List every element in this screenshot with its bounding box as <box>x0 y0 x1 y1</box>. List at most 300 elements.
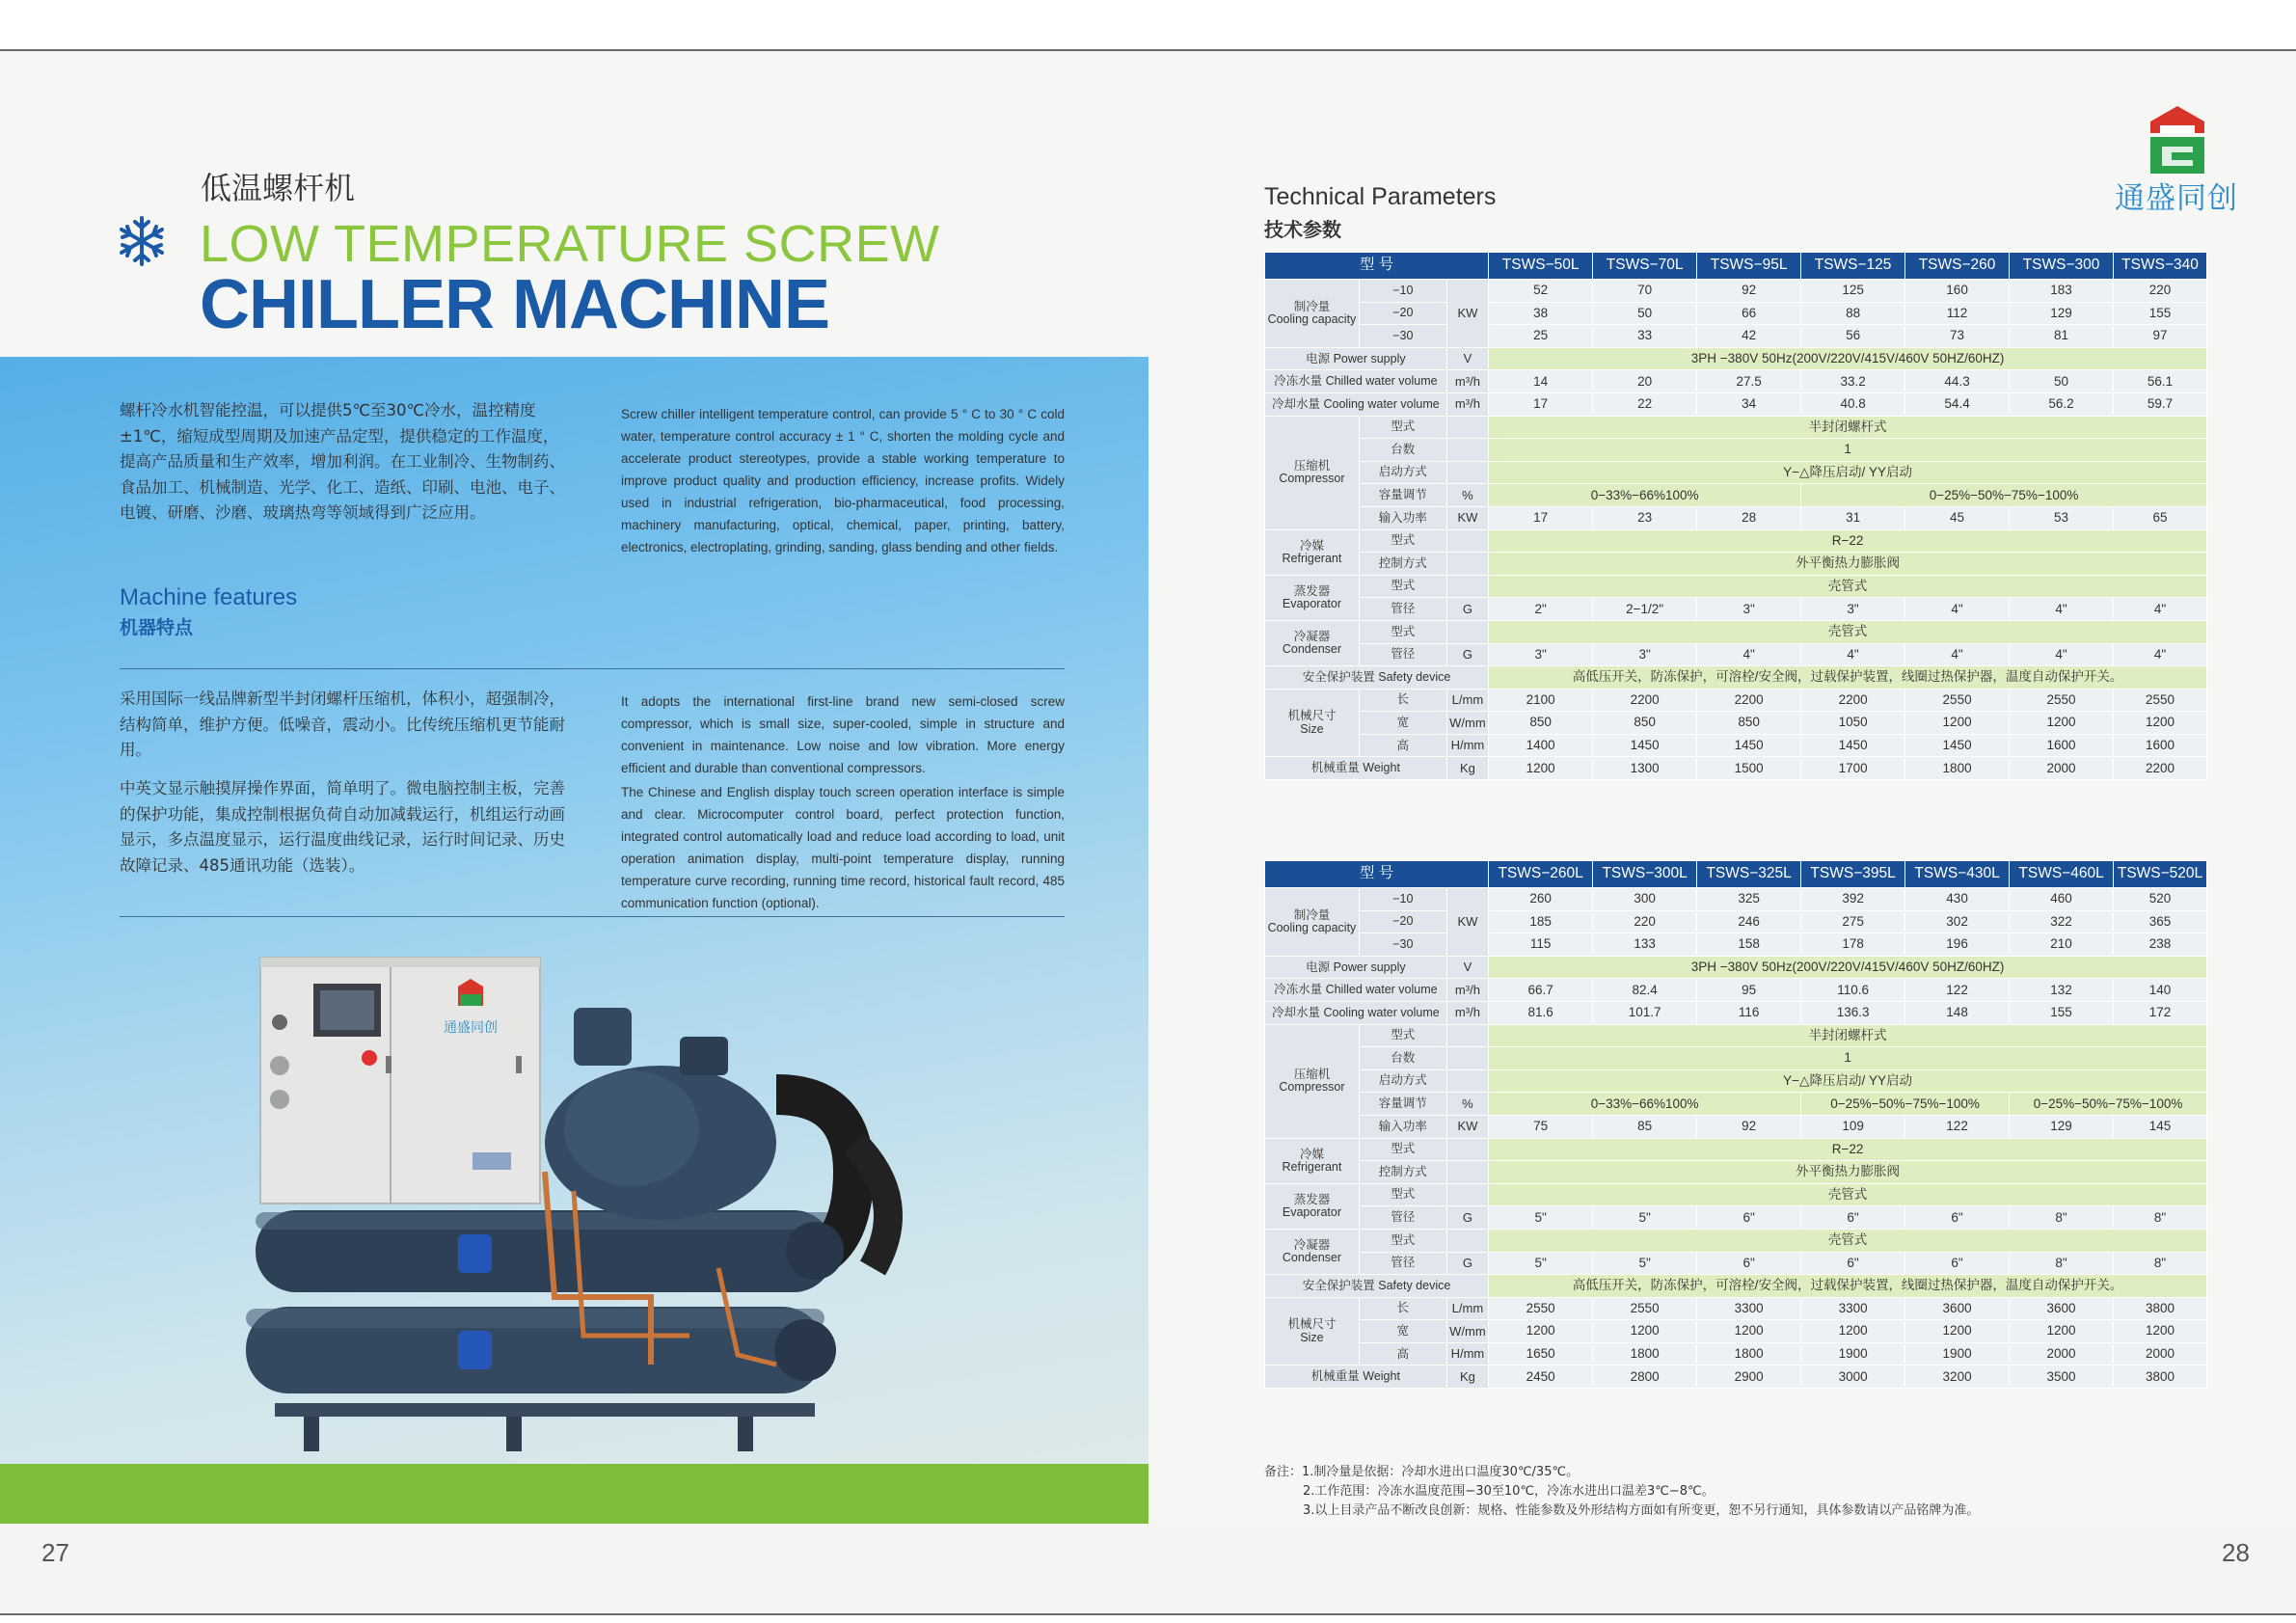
value-cell: 22 <box>1593 392 1697 416</box>
value-cell: 3" <box>1593 643 1697 666</box>
condenser-label: 冷凝器 Condenser <box>1265 1229 1360 1274</box>
value-cell: 1200 <box>1801 1320 1905 1343</box>
feature1-en: It adopts the international first-line brand new semi-closed screw compressor, which is small size, super-cooled, simple in structure and convenient in maintenance. Low noise and low vibration. More energy efficient and durable than conventional compressors. <box>621 694 1065 775</box>
value-cell: 136.3 <box>1801 1001 1905 1024</box>
table-row <box>1265 280 2207 303</box>
table-row <box>1265 553 2207 576</box>
value-cell: 3" <box>1697 598 1801 621</box>
value-cell: 28 <box>1697 506 1801 529</box>
unit-cell <box>1446 1183 1488 1206</box>
footnote-2: 2.工作范围：冷冻水温度范围−30至10℃，冷冻水进出口温差3℃−8℃。 <box>1303 1484 1715 1499</box>
table-row <box>1265 933 2207 957</box>
sub-label: 管径 <box>1359 643 1446 666</box>
refrigerant-label: 冷媒 Refrigerant <box>1265 1138 1360 1183</box>
value-cell: 158 <box>1697 933 1801 957</box>
divider-top <box>120 668 1065 669</box>
power-supply-label: 电源 Power supply <box>1265 956 1447 979</box>
unit-cell <box>1446 575 1488 598</box>
span-value: 0−25%−50%−75%−100% <box>1801 484 2207 507</box>
snowflake-icon <box>118 214 166 268</box>
unit-cell: H/mm <box>1446 734 1488 757</box>
value-cell: 325 <box>1697 888 1801 911</box>
span-value: 1 <box>1489 439 2207 462</box>
value-cell: 6" <box>1905 1206 2010 1230</box>
value-cell: 8" <box>2114 1206 2207 1230</box>
value-cell: 8" <box>2010 1252 2114 1275</box>
value-cell: 8" <box>2114 1252 2207 1275</box>
value-cell: 1200 <box>1593 1320 1697 1343</box>
span-value: R−22 <box>1489 529 2207 553</box>
tech-params-heading-cn: 技术参数 <box>1264 218 1341 241</box>
value-cell: 17 <box>1489 506 1593 529</box>
value-cell: 56 <box>1801 325 1905 348</box>
value-cell: 116 <box>1697 1001 1801 1024</box>
span-value: 壳管式 <box>1489 1183 2207 1206</box>
value-cell: 25 <box>1489 325 1593 348</box>
table-row <box>1265 689 2207 712</box>
value-cell: 53 <box>2010 506 2114 529</box>
unit-cell <box>1446 1229 1488 1252</box>
value-cell: 220 <box>2114 280 2207 303</box>
value-cell: 2900 <box>1697 1366 1801 1389</box>
value-cell: 300 <box>1593 888 1697 911</box>
value-cell: 110.6 <box>1801 979 1905 1002</box>
value-cell: 1800 <box>1697 1342 1801 1366</box>
value-cell: 1200 <box>1905 712 2010 735</box>
model-cell: TSWS−125 <box>1801 253 1905 280</box>
value-cell: 65 <box>2114 506 2207 529</box>
sub-label: 型式 <box>1359 575 1446 598</box>
value-cell: 50 <box>1593 302 1697 325</box>
sub-label: 管径 <box>1359 598 1446 621</box>
model-cell: TSWS−325L <box>1697 861 1801 888</box>
span-value: Y−△降压启动/ YY启动 <box>1489 461 2207 484</box>
value-cell: 5" <box>1593 1252 1697 1275</box>
value-cell: 3800 <box>2114 1297 2207 1320</box>
model-cell: TSWS−300 <box>2010 253 2114 280</box>
unit-cell: G <box>1446 643 1488 666</box>
sub-label: 启动方式 <box>1359 461 1446 484</box>
value-cell: 183 <box>2010 280 2114 303</box>
table-row <box>1265 1342 2207 1366</box>
unit-cell: L/mm <box>1446 1297 1488 1320</box>
value-cell: 23 <box>1593 506 1697 529</box>
table-row <box>1265 370 2207 393</box>
value-cell: 850 <box>1697 712 1801 735</box>
spec-table-2 <box>1264 860 2207 1389</box>
value-cell: 4" <box>2010 598 2114 621</box>
feature2-en: The Chinese and English display touch screen operation interface is simple and clear. Microcomputer control board, perfect protection function, integrated control automatically load and reduce load according to load, unit operation animation display, multi-point temperature display, running temperature curve recording, running time record, historical fault record, 485 communication function (optional). <box>621 785 1065 910</box>
tech-params-heading-en: Technical Parameters <box>1264 183 1497 210</box>
machine-logo-text: 通盛同创 <box>444 1020 498 1036</box>
value-cell: 1800 <box>1593 1342 1697 1366</box>
value-cell: 4" <box>1905 598 2010 621</box>
unit-cell: KW <box>1446 280 1488 348</box>
value-cell: 85 <box>1593 1115 1697 1138</box>
value-cell: 3300 <box>1697 1297 1801 1320</box>
table-row <box>1265 1320 2207 1343</box>
value-cell: 27.5 <box>1697 370 1801 393</box>
sub-label: 长 <box>1359 1297 1446 1320</box>
value-cell: 122 <box>1905 1115 2010 1138</box>
unit-cell <box>1446 1024 1488 1047</box>
sub-label: 型式 <box>1359 529 1446 553</box>
sub-label: 长 <box>1359 689 1446 712</box>
value-cell: 6" <box>1697 1252 1801 1275</box>
value-cell: 850 <box>1593 712 1697 735</box>
model-cell: TSWS−260L <box>1489 861 1593 888</box>
value-cell: 2200 <box>1801 689 1905 712</box>
unit-cell: G <box>1446 1252 1488 1275</box>
sub-label: 管径 <box>1359 1206 1446 1230</box>
model-cell: TSWS−430L <box>1905 861 2010 888</box>
table-row <box>1265 439 2207 462</box>
value-cell: 97 <box>2114 325 2207 348</box>
value-cell: 1200 <box>1905 1320 2010 1343</box>
features-heading-cn: 机器特点 <box>120 617 194 638</box>
span-value: 0−33%−66%100% <box>1489 1093 1801 1116</box>
value-cell: 4" <box>2114 598 2207 621</box>
unit-cell <box>1446 1069 1488 1093</box>
span-value: 外平衡热力膨胀阀 <box>1489 1161 2207 1184</box>
value-cell: 1400 <box>1489 734 1593 757</box>
value-cell: 50 <box>2010 370 2114 393</box>
unit-cell <box>1446 461 1488 484</box>
value-cell: 4" <box>2114 643 2207 666</box>
footnote-1: 备注：1.制冷量是依据：冷却水进出口温度30℃/35℃。 <box>1264 1465 1580 1479</box>
table-row <box>1265 1229 2207 1252</box>
chiller-machine-illustration <box>236 950 940 1456</box>
sub-label: 控制方式 <box>1359 553 1446 576</box>
page-number-left: 27 <box>41 1538 69 1567</box>
temp-label: −20 <box>1359 910 1446 933</box>
value-cell: 3000 <box>1801 1366 1905 1389</box>
value-cell: 20 <box>1593 370 1697 393</box>
sub-label: 型式 <box>1359 1024 1446 1047</box>
value-cell: 210 <box>2010 933 2114 957</box>
model-cell: TSWS−260 <box>1905 253 2010 280</box>
value-cell: 54.4 <box>1905 392 2010 416</box>
value-cell: 1500 <box>1697 757 1801 780</box>
value-cell: 1600 <box>2114 734 2207 757</box>
value-cell: 2100 <box>1489 689 1593 712</box>
table-row <box>1265 666 2207 690</box>
sub-label: 型式 <box>1359 1138 1446 1161</box>
value-cell: 2200 <box>2114 757 2207 780</box>
value-cell: 1200 <box>1489 757 1593 780</box>
model-cell: TSWS−95L <box>1697 253 1801 280</box>
value-cell: 5" <box>1489 1252 1593 1275</box>
power-supply-value: 3PH −380V 50Hz(200V/220V/415V/460V 50HZ/60HZ) <box>1489 347 2207 370</box>
unit-cell: KW <box>1446 888 1488 957</box>
value-cell: 2−1/2" <box>1593 598 1697 621</box>
value-cell: 14 <box>1489 370 1593 393</box>
value-cell: 133 <box>1593 933 1697 957</box>
table-row <box>1265 1366 2207 1389</box>
value-cell: 115 <box>1489 933 1593 957</box>
value-cell: 6" <box>1801 1252 1905 1275</box>
compressor-label: 压缩机 Compressor <box>1265 1024 1360 1138</box>
cooling-water-label: 冷却水量 Cooling water volume <box>1265 392 1447 416</box>
value-cell: 140 <box>2114 979 2207 1002</box>
value-cell: 392 <box>1801 888 1905 911</box>
table-row <box>1265 1275 2207 1298</box>
value-cell: 81.6 <box>1489 1001 1593 1024</box>
value-cell: 1800 <box>1905 757 2010 780</box>
weight-label: 机械重量 Weight <box>1265 757 1447 780</box>
table-row <box>1265 1161 2207 1184</box>
span-value: 0−25%−50%−75%−100% <box>2010 1093 2207 1116</box>
sub-label: 启动方式 <box>1359 1069 1446 1093</box>
sub-label: 台数 <box>1359 1047 1446 1070</box>
table-row <box>1265 734 2207 757</box>
value-cell: 2550 <box>1489 1297 1593 1320</box>
value-cell: 3800 <box>2114 1366 2207 1389</box>
value-cell: 160 <box>1905 280 2010 303</box>
value-cell: 92 <box>1697 1115 1801 1138</box>
divider-bottom <box>120 916 1065 917</box>
sub-label: 输入功率 <box>1359 506 1446 529</box>
table-row <box>1265 575 2207 598</box>
value-cell: 1450 <box>1905 734 2010 757</box>
value-cell: 322 <box>2010 910 2114 933</box>
value-cell: 2800 <box>1593 1366 1697 1389</box>
chilled-water-label: 冷冻水量 Chilled water volume <box>1265 979 1447 1002</box>
value-cell: 1200 <box>2010 712 2114 735</box>
value-cell: 2200 <box>1697 689 1801 712</box>
unit-cell: m³/h <box>1446 979 1488 1002</box>
value-cell: 3" <box>1489 643 1593 666</box>
unit-cell: % <box>1446 484 1488 507</box>
value-cell: 40.8 <box>1801 392 1905 416</box>
table-row <box>1265 1024 2207 1047</box>
value-cell: 45 <box>1905 506 2010 529</box>
temp-label: −20 <box>1359 302 1446 325</box>
value-cell: 178 <box>1801 933 1905 957</box>
value-cell: 1300 <box>1593 757 1697 780</box>
value-cell: 2550 <box>1593 1297 1697 1320</box>
unit-cell: W/mm <box>1446 712 1488 735</box>
value-cell: 132 <box>2010 979 2114 1002</box>
table-row <box>1265 598 2207 621</box>
table-row <box>1265 506 2207 529</box>
unit-cell <box>1446 553 1488 576</box>
value-cell: 172 <box>2114 1001 2207 1024</box>
table-row <box>1265 461 2207 484</box>
span-value: 0−25%−50%−75%−100% <box>1801 1093 2010 1116</box>
value-cell: 122 <box>1905 979 2010 1002</box>
value-cell: 238 <box>2114 933 2207 957</box>
unit-cell: W/mm <box>1446 1320 1488 1343</box>
table-row <box>1265 1093 2207 1116</box>
value-cell: 520 <box>2114 888 2207 911</box>
cn-title: 低温螺杆机 <box>201 170 356 206</box>
value-cell: 125 <box>1801 280 1905 303</box>
value-cell: 4" <box>2010 643 2114 666</box>
temp-label: −30 <box>1359 933 1446 957</box>
evaporator-label: 蒸发器 Evaporator <box>1265 575 1360 620</box>
evaporator-label: 蒸发器 Evaporator <box>1265 1183 1360 1229</box>
footnote-3: 3.以上目录产品不断改良创新：规格、性能参数及外形结构方面如有所变更，恕不另行通知，具体参数请以产品铭牌为准。 <box>1303 1503 1980 1518</box>
table-row <box>1265 302 2207 325</box>
sub-label: 高 <box>1359 734 1446 757</box>
unit-cell <box>1446 1138 1488 1161</box>
intro-cn: 螺杆冷水机智能控温，可以提供5℃至30℃冷水，温控精度±1℃，缩短成型周期及加速产品定型，提供稳定的工作温度，提高产品质量和生产效率，增加利润。在工业制冷、生物制药、食品加工、机械制造、光学、化工、造纸、印刷、电池、电子、电镀、研磨、沙磨、玻璃热弯等领域得到广泛应用。 <box>120 401 565 522</box>
company-logo-icon <box>2147 104 2208 177</box>
value-cell: 33 <box>1593 325 1697 348</box>
sub-label: 型式 <box>1359 1183 1446 1206</box>
model-label: 型 号 <box>1265 861 1489 888</box>
table-row <box>1265 1047 2207 1070</box>
value-cell: 31 <box>1801 506 1905 529</box>
unit-cell: L/mm <box>1446 689 1488 712</box>
table-row <box>1265 1297 2207 1320</box>
value-cell: 1600 <box>2010 734 2114 757</box>
value-cell: 52 <box>1489 280 1593 303</box>
value-cell: 92 <box>1697 280 1801 303</box>
cooling-water-label: 冷却水量 Cooling water volume <box>1265 1001 1447 1024</box>
feature1-cn: 采用国际一线品牌新型半封闭螺杆压缩机，体积小，超强制冷，结构简单，维护方便。低噪音，震动小。比传统压缩机更节能耐用。 <box>120 690 565 759</box>
value-cell: 6" <box>1905 1252 2010 1275</box>
value-cell: 3200 <box>1905 1366 2010 1389</box>
table-row <box>1265 888 2207 911</box>
span-value: 壳管式 <box>1489 620 2207 643</box>
value-cell: 2550 <box>1905 689 2010 712</box>
value-cell: 1200 <box>2114 712 2207 735</box>
company-logo-text: 通盛同创 <box>2115 181 2238 216</box>
value-cell: 75 <box>1489 1115 1593 1138</box>
span-value: 半封闭螺杆式 <box>1489 1024 2207 1047</box>
sub-label: 宽 <box>1359 1320 1446 1343</box>
value-cell: 33.2 <box>1801 370 1905 393</box>
value-cell: 38 <box>1489 302 1593 325</box>
model-cell: TSWS−395L <box>1801 861 1905 888</box>
value-cell: 460 <box>2010 888 2114 911</box>
value-cell: 148 <box>1905 1001 2010 1024</box>
condenser-label: 冷凝器 Condenser <box>1265 620 1360 665</box>
compressor-label: 压缩机 Compressor <box>1265 416 1360 529</box>
value-cell: 3300 <box>1801 1297 1905 1320</box>
value-cell: 2" <box>1489 598 1593 621</box>
value-cell: 1450 <box>1697 734 1801 757</box>
unit-cell <box>1446 439 1488 462</box>
value-cell: 44.3 <box>1905 370 2010 393</box>
value-cell: 2550 <box>2114 689 2207 712</box>
temp-label: −30 <box>1359 325 1446 348</box>
safety-value: 高低压开关，防冻保护，可溶栓/安全阀，过载保护装置，线圈过热保护器，温度自动保护开关。 <box>1489 1275 2207 1298</box>
table-row <box>1265 1252 2207 1275</box>
features-heading-en: Machine features <box>120 584 298 610</box>
en-title-line2: CHILLER MACHINE <box>200 266 829 343</box>
page-number-right: 28 <box>2222 1538 2250 1567</box>
en-title-line1: LOW TEMPERATURE SCREW <box>200 215 940 273</box>
model-cell: TSWS−520L <box>2114 861 2207 888</box>
value-cell: 3600 <box>2010 1297 2114 1320</box>
table-row <box>1265 392 2207 416</box>
table-row <box>1265 757 2207 780</box>
value-cell: 1200 <box>2114 1320 2207 1343</box>
value-cell: 850 <box>1489 712 1593 735</box>
table-row <box>1265 620 2207 643</box>
span-value: 壳管式 <box>1489 1229 2207 1252</box>
table-row <box>1265 910 2207 933</box>
sub-label: 型式 <box>1359 1229 1446 1252</box>
value-cell: 5" <box>1489 1206 1593 1230</box>
value-cell: 145 <box>2114 1115 2207 1138</box>
unit-cell: % <box>1446 1093 1488 1116</box>
value-cell: 2200 <box>1593 689 1697 712</box>
value-cell: 1900 <box>1801 1342 1905 1366</box>
value-cell: 34 <box>1697 392 1801 416</box>
refrigerant-label: 冷媒 Refrigerant <box>1265 529 1360 575</box>
unit-cell <box>1446 529 1488 553</box>
table-row <box>1265 1138 2207 1161</box>
cooling-capacity-label: 制冷量 Cooling capacity <box>1265 280 1360 348</box>
value-cell: 220 <box>1593 910 1697 933</box>
span-value: R−22 <box>1489 1138 2207 1161</box>
value-cell: 70 <box>1593 280 1697 303</box>
table-row <box>1265 1115 2207 1138</box>
value-cell: 82.4 <box>1593 979 1697 1002</box>
spec-table-1 <box>1264 252 2207 780</box>
value-cell: 59.7 <box>2114 392 2207 416</box>
span-value: Y−△降压启动/ YY启动 <box>1489 1069 2207 1093</box>
safety-value: 高低压开关，防冻保护，可溶栓/安全阀，过载保护装置，线圈过热保护器，温度自动保护开关。 <box>1489 666 2207 690</box>
value-cell: 1450 <box>1593 734 1697 757</box>
value-cell: 4" <box>1801 643 1905 666</box>
table-row <box>1265 979 2207 1002</box>
value-cell: 5" <box>1593 1206 1697 1230</box>
safety-label: 安全保护装置 Safety device <box>1265 1275 1489 1298</box>
table-row <box>1265 529 2207 553</box>
value-cell: 185 <box>1489 910 1593 933</box>
value-cell: 66 <box>1697 302 1801 325</box>
temp-label: −10 <box>1359 888 1446 911</box>
model-cell: TSWS−300L <box>1593 861 1697 888</box>
unit-cell: m³/h <box>1446 392 1488 416</box>
sub-label: 容量调节 <box>1359 484 1446 507</box>
size-label: 机械尺寸 Size <box>1265 689 1360 757</box>
value-cell: 2450 <box>1489 1366 1593 1389</box>
value-cell: 1200 <box>2010 1320 2114 1343</box>
cooling-capacity-label: 制冷量 Cooling capacity <box>1265 888 1360 957</box>
unit-cell: H/mm <box>1446 1342 1488 1366</box>
model-cell: TSWS−460L <box>2010 861 2114 888</box>
value-cell: 3" <box>1801 598 1905 621</box>
power-supply-label: 电源 Power supply <box>1265 347 1447 370</box>
value-cell: 275 <box>1801 910 1905 933</box>
value-cell: 8" <box>2010 1206 2114 1230</box>
span-value: 半封闭螺杆式 <box>1489 416 2207 439</box>
model-cell: TSWS−70L <box>1593 253 1697 280</box>
value-cell: 129 <box>2010 302 2114 325</box>
model-cell: TSWS−50L <box>1489 253 1593 280</box>
table-row <box>1265 643 2207 666</box>
value-cell: 17 <box>1489 392 1593 416</box>
size-label: 机械尺寸 Size <box>1265 1297 1360 1366</box>
unit-cell <box>1446 416 1488 439</box>
footnotes <box>1264 1463 1979 1521</box>
value-cell: 95 <box>1697 979 1801 1002</box>
weight-label: 机械重量 Weight <box>1265 1366 1447 1389</box>
table-row <box>1265 325 2207 348</box>
table-row <box>1265 1206 2207 1230</box>
table-row <box>1265 1001 2207 1024</box>
intro-en: Screw chiller intelligent temperature control, can provide 5 ° C to 30 ° C cold water, temperature control accuracy ± 1 ° C, shorten the molding cycle and accelerate product stereotypes, provide a stable working temperature to improve product quality and production efficiency, increase profits. Widely used in industrial refrigeration, bio-pharmaceutical, food processing, machinery manufacturing, optical, chemical, paper, printing, battery, electronics, electroplating, grinding, sanding, glass bending and other fields. <box>621 407 1065 555</box>
value-cell: 3500 <box>2010 1366 2114 1389</box>
value-cell: 2550 <box>2010 689 2114 712</box>
value-cell: 6" <box>1801 1206 1905 1230</box>
